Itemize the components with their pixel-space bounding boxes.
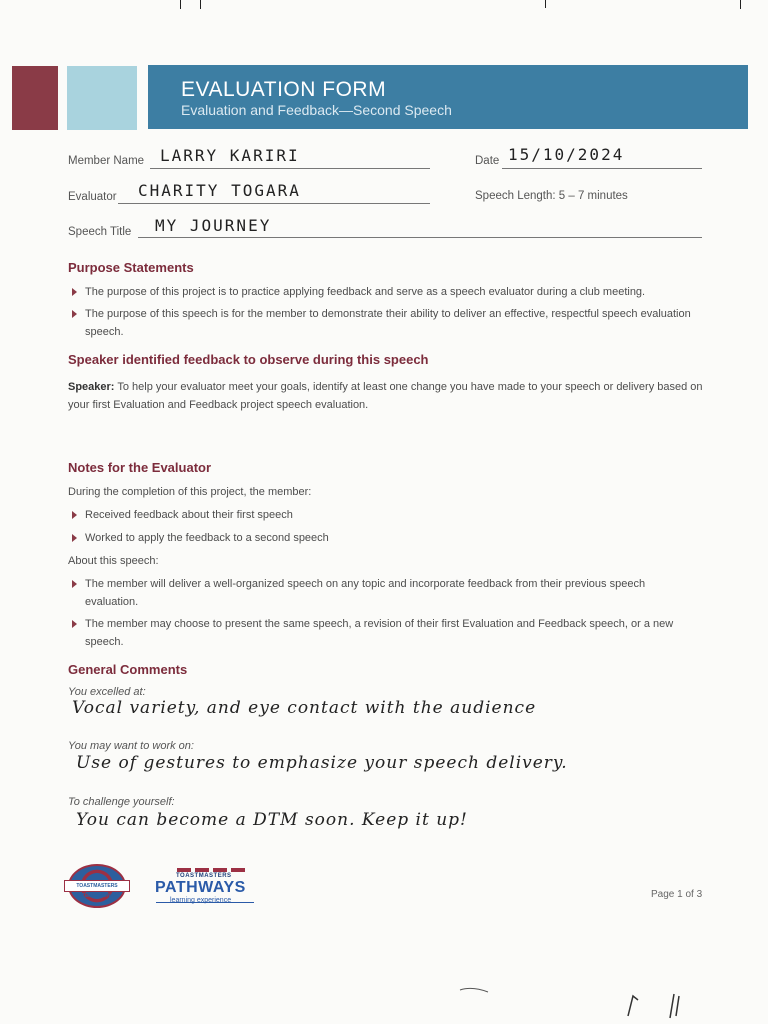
general-comments-heading: General Comments [68, 662, 188, 677]
speech-title-line [138, 237, 702, 238]
scan-mark [180, 0, 181, 9]
speaker-instructions: To help your evaluator meet your goals, identify at least one change you have made to your speech or delivery based on your first Evaluation and Feedback project speech evaluation. [68, 381, 703, 411]
bullet-marker [72, 310, 77, 318]
excelled-field[interactable]: Vocal variety, and eye contact with the audience [72, 698, 537, 718]
date-line [502, 168, 702, 169]
evaluator-line [118, 203, 430, 204]
work-on-label: You may want to work on: [68, 740, 194, 752]
challenge-label: To challenge yourself: [68, 796, 175, 808]
member-name-field[interactable]: LARRY KARIRI [160, 146, 300, 165]
scan-mark [200, 0, 201, 9]
date-field[interactable]: 15/10/2024 [508, 145, 625, 164]
form-subtitle: Evaluation and Feedback—Second Speech [181, 102, 452, 118]
challenge-field[interactable]: You can become a DTM soon. Keep it up! [76, 810, 468, 830]
speech-title-field[interactable]: MY JOURNEY [155, 216, 272, 235]
header-accent-maroon [12, 66, 58, 130]
completion-bullet-2: Worked to apply the feedback to a second speech [85, 532, 329, 544]
scan-mark [545, 0, 546, 8]
bullet-marker [72, 534, 77, 542]
header-accent-teal [67, 66, 137, 130]
evaluator-label: Evaluator [68, 191, 117, 203]
completion-bullet-1: Received feedback about their first speech [85, 509, 293, 521]
about-bullet-2: The member may choose to present the same speech, a revision of their first Evaluation and Feedback speech, or a new speech. [85, 618, 674, 648]
speech-title-label: Speech Title [68, 226, 132, 238]
member-name-label: Member Name [68, 155, 145, 167]
toastmasters-logo-text: TOASTMASTERS INTERNATIONAL [64, 880, 130, 892]
about-label: About this speech: [68, 555, 159, 567]
page-number: Page 1 of 3 [651, 889, 703, 900]
scan-mark [740, 0, 741, 9]
speaker-feedback-heading: Speaker identified feedback to observe during this speech [68, 352, 429, 367]
purpose-bullet-2: The purpose of this speech is for the member to demonstrate their ability to deliver an effective, respectful speech evaluation speech. [85, 308, 691, 338]
speaker-label: Speaker: [68, 381, 115, 393]
pathways-brand-small: TOASTMASTERS [176, 873, 232, 879]
scan-smudges [450, 982, 700, 1022]
bullet-marker [72, 580, 77, 588]
work-on-field[interactable]: Use of gestures to emphasize your speech delivery. [76, 753, 568, 773]
about-bullet-1: The member will deliver a well-organized speech on any topic and incorporate feedback from their previous speech evaluation. [85, 578, 646, 608]
pathways-tagline: learning experience [170, 897, 232, 904]
excelled-label: You excelled at: [68, 686, 146, 698]
pathways-logo: PATHWAYS [155, 879, 246, 896]
bullet-marker [72, 620, 77, 628]
member-name-line [150, 168, 430, 169]
speech-length-label: Speech Length: 5 – 7 minutes [475, 190, 628, 202]
pathways-dashes-icon [177, 868, 247, 872]
purpose-heading: Purpose Statements [68, 260, 194, 275]
bullet-marker [72, 288, 77, 296]
speaker-feedback-text [68, 378, 708, 414]
evaluator-field[interactable]: CHARITY TOGARA [138, 181, 301, 200]
form-title: EVALUATION FORM [181, 78, 387, 101]
bullet-marker [72, 511, 77, 519]
date-label: Date [475, 155, 500, 167]
notes-intro: During the completion of this project, the member: [68, 486, 312, 498]
notes-heading: Notes for the Evaluator [68, 460, 212, 475]
purpose-bullet-1: The purpose of this project is to practice applying feedback and serve as a speech evaluator during a club meeting. [85, 286, 646, 298]
